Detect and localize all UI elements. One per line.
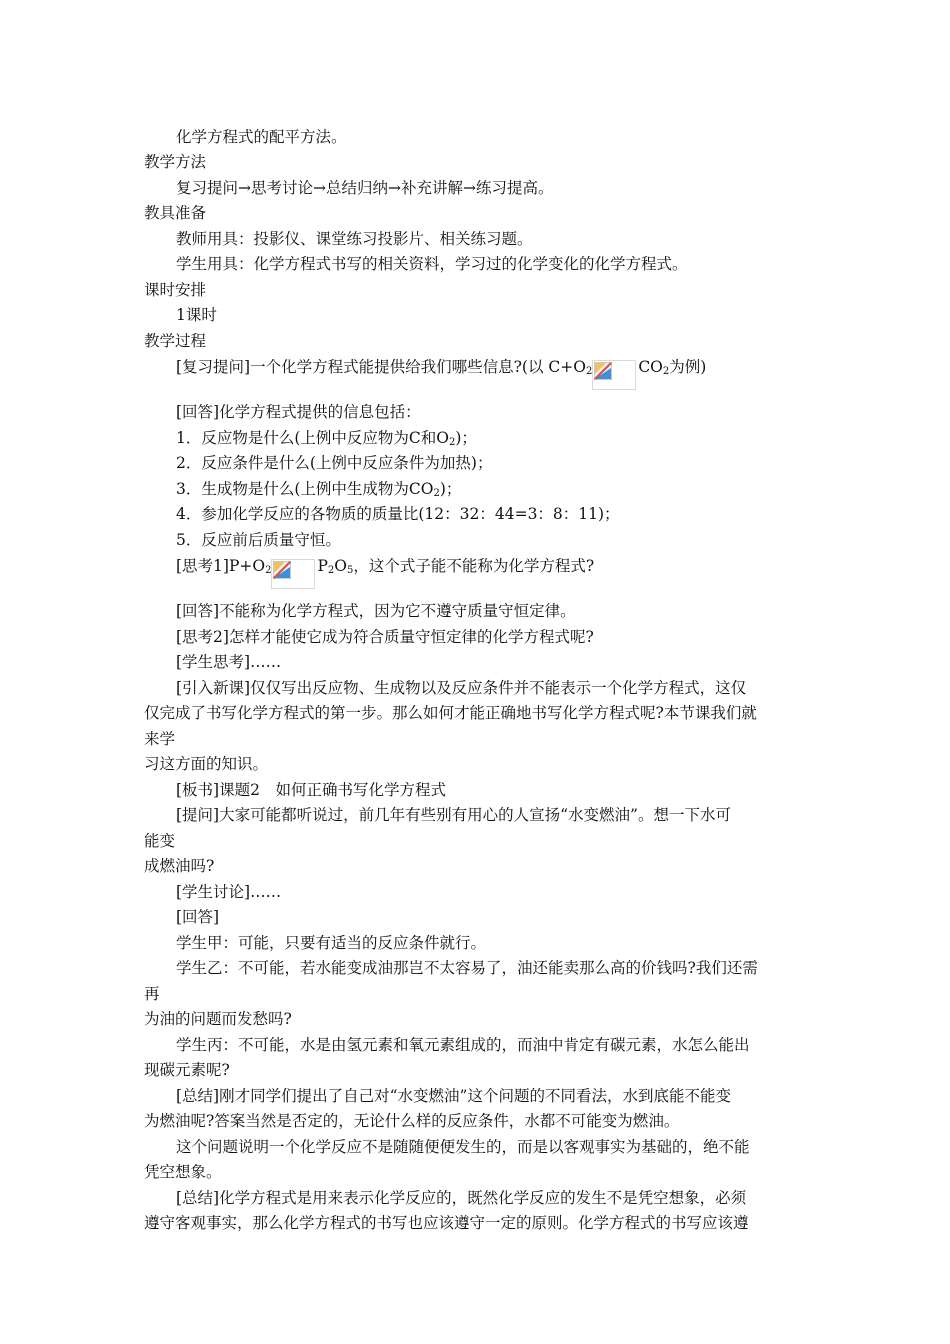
text: )； [439,480,462,498]
paragraph: 现碳元素呢? [144,1061,230,1079]
text: ，这个式子能不能称为化学方程式? [353,557,595,575]
equation-image-icon [592,360,638,392]
list-item: 4．参加化学反应的各物质的质量比(12：32：44=3：8：11)； [176,505,620,523]
list-item [176,479,461,504]
paragraph: [引入新课]仅仅写出反应物、生成物以及反应条件并不能表示一个化学方程式，这仅 [176,679,747,697]
section-heading: 教具准备 [144,204,207,222]
paragraph: 再 [144,985,160,1003]
paragraph: 仅完成了书写化学方程式的第一步。那么如何才能正确地书写化学方程式呢?本节课我们就 [144,704,757,722]
paragraph: 凭空想象。 [144,1163,222,1181]
paragraph: 复习提问→思考讨论→总结归纳→补充讲解→练习提高。 [176,179,554,197]
paragraph: [回答] [176,908,220,926]
paragraph: [思考2]怎样才能使它成为符合质量守恒定律的化学方程式呢? [176,628,594,646]
paragraph: [总结]化学方程式是用来表示化学反应的，既然化学反应的发生不是凭空想象，必须 [176,1189,747,1207]
paragraph: 为油的问题而发愁吗? [144,1010,292,1028]
paragraph: [回答]化学方程式提供的信息包括： [176,403,421,421]
paragraph-review-question [176,357,706,392]
text: P [317,557,328,575]
paragraph: 学生丙：不可能，水是由氢元素和氧元素组成的，而油中肯定有碳元素，水怎么能出 [176,1036,750,1054]
paragraph: 习这方面的知识。 [144,755,269,773]
paragraph: 来学 [144,730,176,748]
paragraph: [回答]不能称为化学方程式，因为它不遵守质量守恒定律。 [176,602,576,620]
subscript: 2 [662,366,670,377]
paragraph: 遵守客观事实，那么化学方程式的书写也应该遵守一定的原则。化学方程式的书写应该遵 [144,1214,749,1232]
list-item [176,428,477,453]
paragraph: [提问]大家可能都听说过，前几年有些别有用心的人宣扬“水变燃油”。想一下水可 [176,806,731,824]
section-heading: 课时安排 [144,281,207,299]
text: 1．反应物是什么(上例中反应物为C和O [176,429,449,447]
section-heading: 教学过程 [144,332,207,350]
paragraph: 学生用具：化学方程式书写的相关资料，学习过的化学变化的化学方程式。 [176,255,688,273]
section-heading: 教学方法 [144,153,207,171]
text: O [334,557,347,575]
paragraph: 化学方程式的配平方法。 [176,128,347,146]
list-item: 2．反应条件是什么(上例中反应条件为加热)； [176,454,493,472]
text: 3．生成物是什么(上例中生成物为CO [176,480,434,498]
paragraph: 1课时 [176,306,217,324]
text: [思考1]P+O [176,557,266,575]
paragraph: [学生思考]…… [176,653,282,671]
subscript: 2 [585,366,593,377]
paragraph: 学生乙：不可能，若水能变成油那岂不太容易了，油还能卖那么高的价钱吗?我们还需 [176,959,758,977]
paragraph: [总结]刚才同学们提出了自己对“水变燃油”这个问题的不同看法，水到底能不能变 [176,1087,731,1105]
text: CO [638,358,663,376]
paragraph: 学生甲：可能，只要有适当的反应条件就行。 [176,934,487,952]
paragraph: 为燃油呢?答案当然是否定的，无论什么样的反应条件，水都不可能变为燃油。 [144,1112,680,1130]
subscript: 2 [448,437,456,448]
subscript: 2 [327,565,335,576]
paragraph: [学生讨论]…… [176,883,282,901]
text: 为例) [669,358,707,376]
paragraph: 教师用具：投影仪、课堂练习投影片、相关练习题。 [176,230,533,248]
paragraph-think-1 [176,556,594,591]
equation-image-icon [271,559,317,591]
list-item: 5．反应前后质量守恒。 [176,531,341,549]
paragraph: 成燃油吗? [144,857,215,875]
paragraph: 这个问题说明一个化学反应不是随随便便发生的，而是以客观事实为基础的，绝不能 [176,1138,750,1156]
text: )； [455,429,477,447]
subscript: 2 [265,565,272,576]
text: [复习提问]一个化学方程式能提供给我们哪些信息?(以 C+O [176,358,586,376]
paragraph: 能变 [144,832,176,850]
paragraph: [板书]课题2 如何正确书写化学方程式 [176,781,446,799]
subscript: 2 [433,488,440,499]
subscript: 5 [347,565,354,576]
